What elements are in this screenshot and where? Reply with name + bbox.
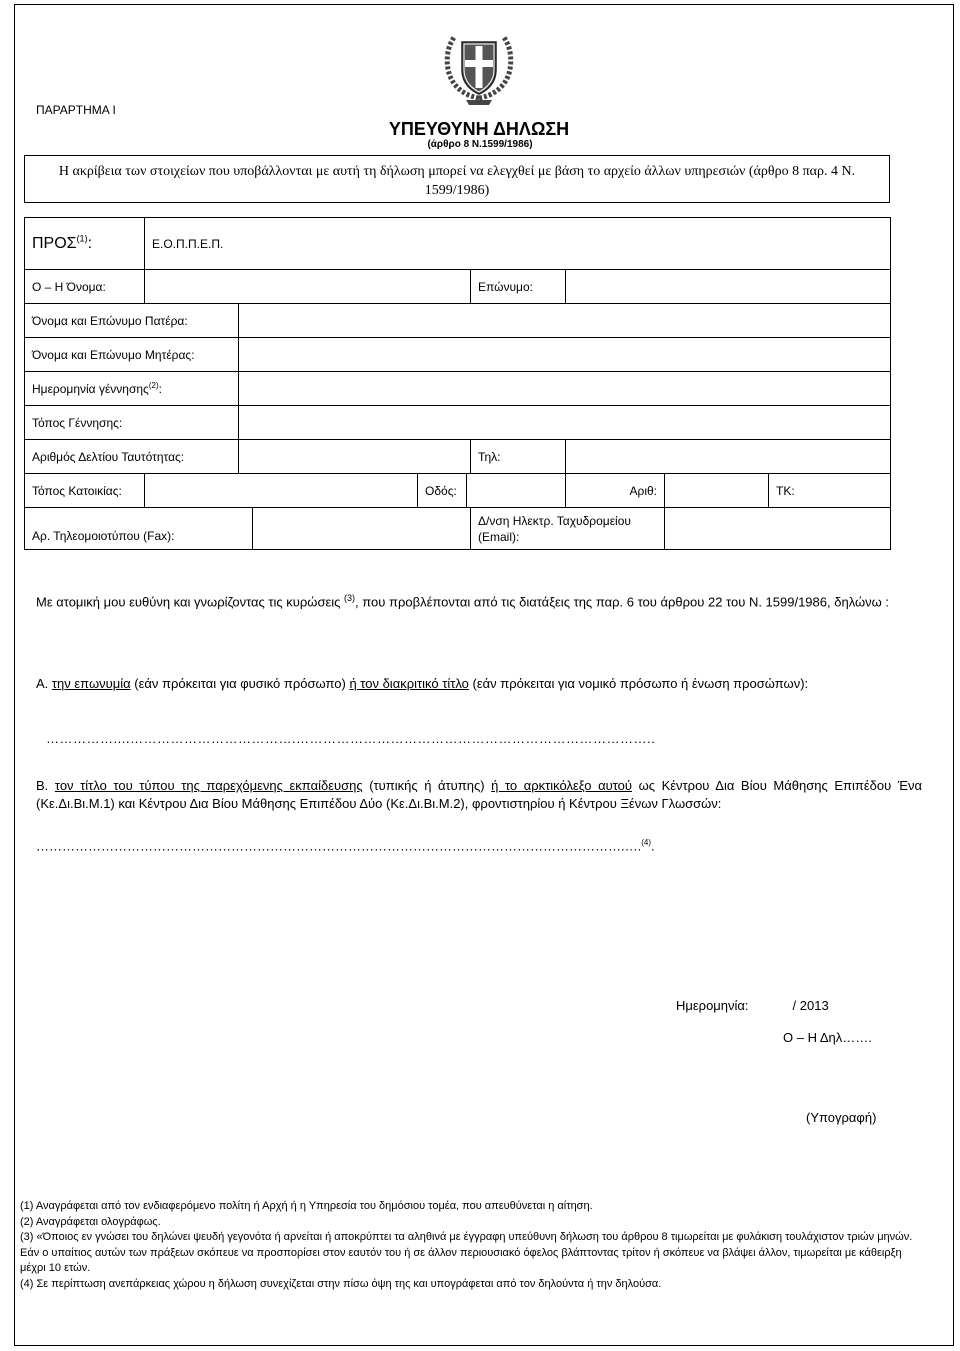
document-title: ΥΠΕΥΘΥΝΗ ΔΗΛΩΣΗ <box>388 119 570 139</box>
footnote-4: (4) Σε περίπτωση ανεπάρκειας χώρου η δήλωση συνεχίζεται στην πίσω όψη της και υπογράφεται από τον δηλούντα ή την δηλούσα. <box>20 1277 662 1290</box>
street-number-field[interactable] <box>665 474 769 508</box>
section-a: Α. την επωνυμία (εάν πρόκειται για φυσικό πρόσωπο) ή τον διακριτικό τίτλο (εάν πρόκειται για νομικό πρόσωπο ή ένωση προσώπων): <box>36 676 809 691</box>
section-b: Β. τον τίτλο του τύπου της παρεχόμενης εκπαίδευσης (τυπικής ή άτυπης) ή το αρκτικόλεξο αυτού ως Κέντρου Δια Βίου Μάθησης Επιπέδου Ένα (Κε.Δι.Βι.Μ.1) και Κέντρου Δια Βίου Μάθησης Επιπέδου Δύο (Κε.Δι.Βι.Μ.2), φροντιστηρίου ή Κέντρου Ξένων Γλωσσών: <box>36 778 922 811</box>
pros-value: Ε.Ο.Π.Π.Ε.Π. <box>145 218 891 270</box>
phone-label: Τηλ: <box>471 440 566 474</box>
street-number-label: Αριθ: <box>566 474 665 508</box>
postcode-label: ΤΚ: <box>769 474 891 508</box>
footnote-3: (3) «Όποιος εν γνώσει του δηλώνει ψευδή γεγονότα ή αρνείται ή αποκρύπτει τα αληθινά με έγγραφη υπεύθυνη δήλωση του άρθρου 8 τιμωρείται με φυλάκιση τουλάχιστον τριών μηνών. Εάν ο υπαίτιος αυτών των πράξεων σκόπευε να προσπορίσει στον εαυτόν του ή σε άλλον περιουσιακό όφελος βλάπτοντας τρίτον ή σκόπευε να βλάψει άλλον, τιμωρείται με κάθειρξη μέχρι 10 ετών. <box>20 1231 913 1274</box>
birthdate-field[interactable] <box>239 372 891 406</box>
surname-field[interactable] <box>566 270 891 304</box>
fax-field[interactable] <box>253 508 471 550</box>
accuracy-note: Η ακρίβεια των στοιχείων που υποβάλλονται με αυτή τη δήλωση μπορεί να ελεγχθεί με βάση το αρχείο άλλων υπηρεσιών (άρθρο 8 παρ. 4 Ν. 1599/1986) <box>24 155 890 203</box>
footnote-2: (2) Αναγράφεται ολογράφως. <box>20 1215 161 1228</box>
declaration-statement: Με ατομική μου ευθύνη και γνωρίζοντας τις κυρώσεις $^{(3)}$, που προβλέπονται από τις διατάξεις της παρ. 6 του άρθρου 22 του Ν. 1599/1986, δηλώνω : <box>36 593 890 610</box>
email-field[interactable] <box>665 508 891 550</box>
pros-label-cell: ΠΡΟΣ$^{(1)}$: <box>25 218 145 270</box>
surname-label: Επώνυμο: <box>471 270 566 304</box>
residence-label: Τόπος Κατοικίας: <box>25 474 145 508</box>
birthplace-label: Τόπος Γέννησης: <box>25 406 239 440</box>
phone-field[interactable] <box>566 440 891 474</box>
street-field[interactable] <box>467 474 566 508</box>
footnotes <box>20 1199 930 1292</box>
birthdate-label-cell: Ημερομηνία γέννησης$^{(2)}$: <box>25 372 239 406</box>
declaration-form-table <box>24 217 891 550</box>
email-label: Δ/νση Ηλεκτρ. Ταχυδρομείου (Email): <box>471 508 665 550</box>
name-label: Ο – Η Όνομα: <box>25 270 145 304</box>
name-field[interactable] <box>145 270 471 304</box>
document-subtitle: (άρθρο 8 Ν.1599/1986) <box>427 139 533 150</box>
declarant-label: Ο – Η Δηλ……. <box>783 1030 872 1045</box>
id-number-label: Αριθμός Δελτίου Ταυτότητας: <box>25 440 239 474</box>
street-label: Οδός: <box>418 474 467 508</box>
birthplace-field[interactable] <box>239 406 891 440</box>
section-b-fill-line[interactable]: ……………………………………………………………………………………………………………………….….$^{(4)}$. <box>36 838 655 854</box>
residence-field[interactable] <box>145 474 418 508</box>
father-name-label: Όνομα και Επώνυμο Πατέρα: <box>25 304 239 338</box>
greek-coat-of-arms-icon <box>436 28 522 108</box>
mother-name-label: Όνομα και Επώνυμο Μητέρας: <box>25 338 239 372</box>
signature-label: (Υπογραφή) <box>806 1110 877 1125</box>
appendix-label: ΠΑΡΑΡΤΗΜΑ Ι <box>36 103 116 117</box>
mother-name-field[interactable] <box>239 338 891 372</box>
id-number-field[interactable] <box>239 440 471 474</box>
section-a-fill-line[interactable]: ……………....……………………………….…………………………………………………………………….. <box>46 731 656 746</box>
footnote-1: (1) Αναγράφεται από τον ενδιαφερόμενο πολίτη ή Αρχή ή η Υπηρεσία του δημόσιου τομέα, που απευθύνεται η αίτηση. <box>20 1200 593 1212</box>
fax-label: Αρ. Τηλεομοιοτύπου (Fax): <box>25 508 253 550</box>
father-name-field[interactable] <box>239 304 891 338</box>
date-line: Ημερομηνία: / 2013 <box>676 998 829 1013</box>
